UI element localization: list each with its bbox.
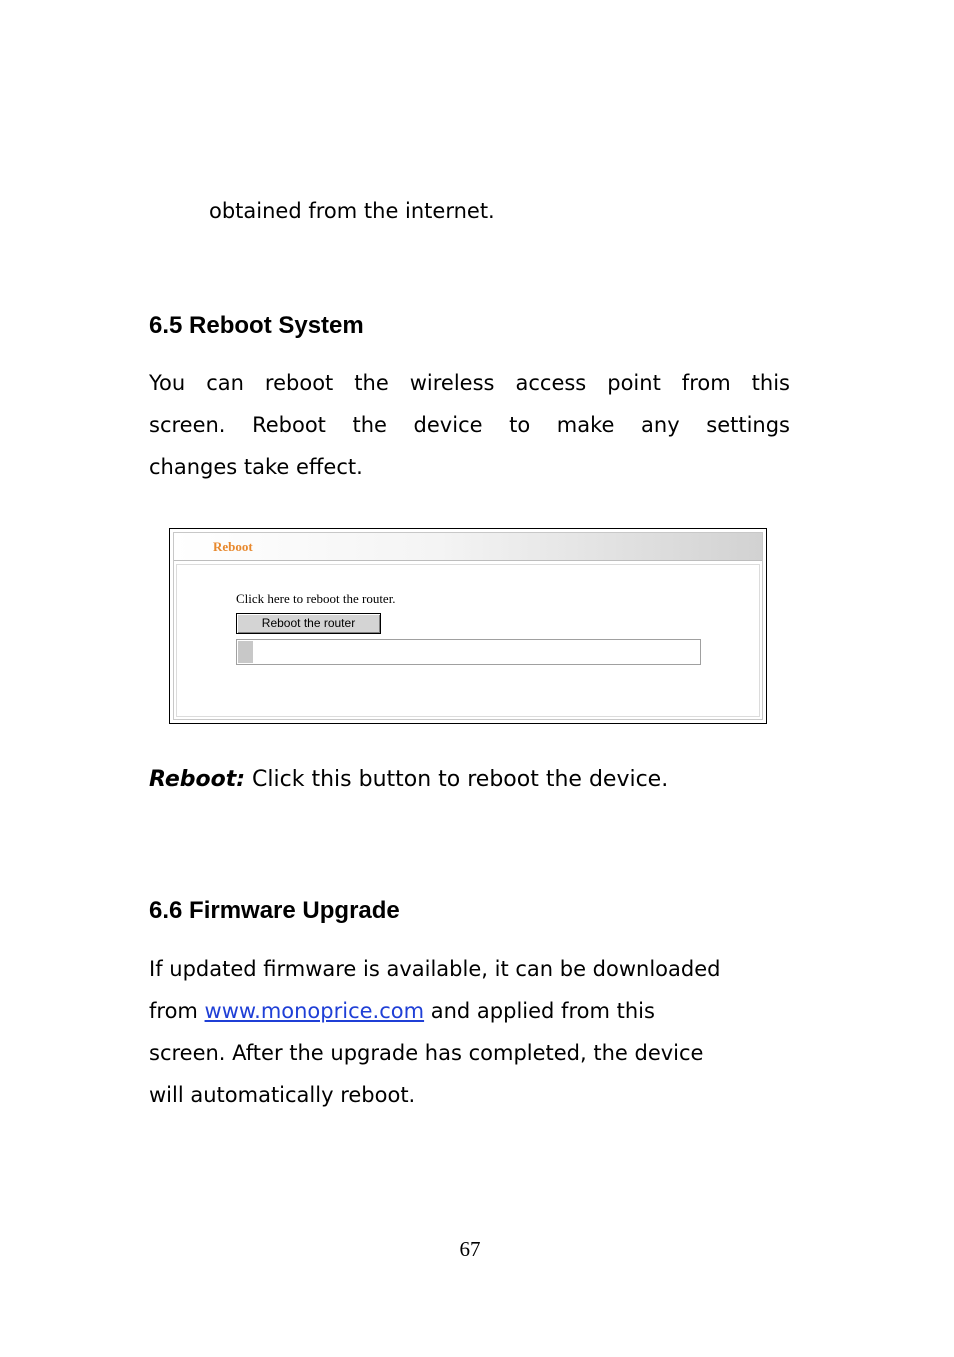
reboot-description [149, 763, 668, 797]
reboot-paragraph [149, 362, 790, 488]
firmware-paragraph-line [149, 990, 790, 1032]
reboot-paragraph-line: changes take effect. [149, 455, 363, 479]
section-heading-firmware: 6.6 Firmware Upgrade [149, 897, 400, 924]
monoprice-link[interactable]: www.monoprice.com [204, 999, 425, 1023]
reboot-panel-title-bar [174, 533, 762, 561]
reboot-progress-fill [238, 641, 253, 663]
reboot-progress-bar [236, 639, 701, 665]
firmware-line2-prefix: from [149, 999, 205, 1023]
firmware-line2-suffix: and applied from this [424, 999, 655, 1023]
reboot-screenshot-panel [169, 528, 767, 724]
section-heading-reboot: 6.5 Reboot System [149, 312, 364, 339]
reboot-term-description: Click this button to reboot the device. [245, 767, 669, 792]
page-number: 67 [459, 1237, 481, 1261]
firmware-paragraph-line: If updated firmware is available, it can be downloaded [149, 957, 721, 981]
reboot-router-button[interactable]: Reboot the router [236, 613, 381, 634]
reboot-panel-frame [173, 532, 763, 720]
reboot-term: Reboot: [149, 767, 246, 792]
firmware-paragraph [149, 948, 790, 1116]
reboot-panel-title: Reboot [213, 539, 253, 554]
firmware-paragraph-line: screen. After the upgrade has completed, the device [149, 1041, 704, 1065]
continuation-text: obtained from the internet. [209, 199, 495, 223]
firmware-paragraph-line: will automatically reboot. [149, 1083, 416, 1107]
reboot-paragraph-line: You can reboot the wireless access point from this [149, 371, 790, 395]
reboot-instruction-text: Click here to reboot the router. [236, 591, 396, 606]
reboot-paragraph-line: screen. Reboot the device to make any settings [149, 413, 790, 437]
